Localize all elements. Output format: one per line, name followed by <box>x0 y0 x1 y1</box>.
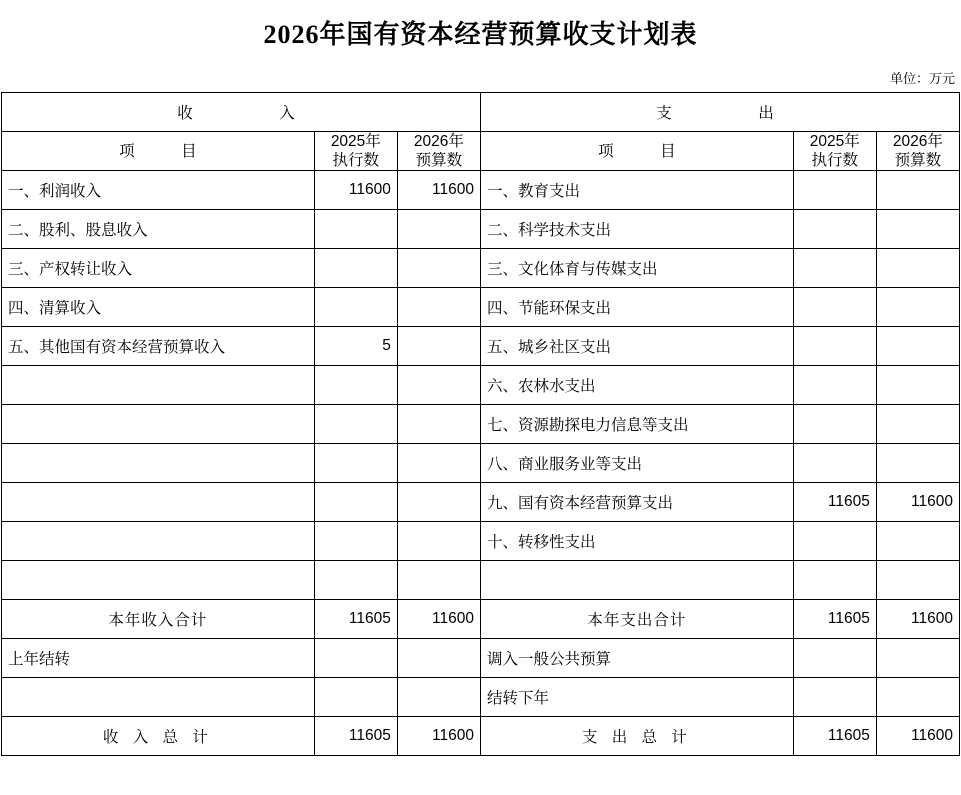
income-grand-total-label: 收 入 总 计 <box>2 717 315 756</box>
summary-row-grand-total <box>2 717 960 756</box>
income-cur-value <box>397 327 480 366</box>
expense-cur-value <box>876 444 959 483</box>
income-prev-year-header <box>314 132 397 171</box>
income-cur-year-header <box>397 132 480 171</box>
expense-item: 八、商业服务业等支出 <box>480 444 793 483</box>
expense-cur-value <box>876 288 959 327</box>
expense-cur-value <box>876 171 959 210</box>
income-prev-value <box>314 522 397 561</box>
expense-grand-total-label: 支 出 总 计 <box>480 717 793 756</box>
expense-item: 五、城乡社区支出 <box>480 327 793 366</box>
income-carryover-label: 上年结转 <box>2 639 315 678</box>
income-cur-value: 11600 <box>397 171 480 210</box>
income-cur-value <box>397 288 480 327</box>
expense-prev-year-header <box>793 132 876 171</box>
expense-cur-year-line2: 预算数 <box>894 152 942 169</box>
expense-transfer-prev <box>793 639 876 678</box>
expense-item: 六、农林水支出 <box>480 366 793 405</box>
expense-transfer-cur <box>876 639 959 678</box>
income-prev-value <box>314 210 397 249</box>
income-item: 四、清算收入 <box>2 288 315 327</box>
expense-prev-value <box>793 366 876 405</box>
expense-cur-value <box>876 366 959 405</box>
income-item: 五、其他国有资本经营预算收入 <box>2 327 315 366</box>
income-current-total-prev: 11605 <box>314 600 397 639</box>
income-item-header: 项 目 <box>2 132 315 171</box>
income-cur-value <box>397 249 480 288</box>
income-prev-year-line1: 2025年 <box>330 133 381 150</box>
expense-transfer-label: 调入一般公共预算 <box>480 639 793 678</box>
expense-prev-value <box>793 210 876 249</box>
expense-prev-value <box>793 327 876 366</box>
income-current-total-label: 本年收入合计 <box>2 600 315 639</box>
expense-item: 十、转移性支出 <box>480 522 793 561</box>
income-cur-value <box>397 405 480 444</box>
expense-item-header: 项 目 <box>480 132 793 171</box>
table-row <box>2 249 960 288</box>
table-row <box>2 405 960 444</box>
expense-prev-value <box>793 522 876 561</box>
income-cur-year-line2: 预算数 <box>415 152 463 169</box>
table-row <box>2 210 960 249</box>
table-row <box>2 561 960 600</box>
income-prev-value: 5 <box>314 327 397 366</box>
expense-cur-value <box>876 561 959 600</box>
income-cur-year-line1: 2026年 <box>413 133 464 150</box>
expense-cur-value <box>876 522 959 561</box>
summary-row-carryover <box>2 639 960 678</box>
income-blank-label <box>2 678 315 717</box>
income-blank-cur <box>397 678 480 717</box>
table-body <box>2 93 960 756</box>
income-section-header: 收 入 <box>2 93 481 132</box>
income-prev-value <box>314 444 397 483</box>
income-item: 二、股利、股息收入 <box>2 210 315 249</box>
income-item: 一、利润收入 <box>2 171 315 210</box>
income-item <box>2 522 315 561</box>
expense-prev-value <box>793 561 876 600</box>
section-header-row <box>2 93 960 132</box>
income-cur-value <box>397 366 480 405</box>
table-row <box>2 444 960 483</box>
expense-next-year-prev <box>793 678 876 717</box>
expense-item: 四、节能环保支出 <box>480 288 793 327</box>
income-cur-value <box>397 483 480 522</box>
income-cur-value <box>397 444 480 483</box>
expense-item: 九、国有资本经营预算支出 <box>480 483 793 522</box>
expense-current-total-label: 本年支出合计 <box>480 600 793 639</box>
income-prev-year-line2: 执行数 <box>332 152 380 169</box>
income-cur-value <box>397 522 480 561</box>
expense-item: 二、科学技术支出 <box>480 210 793 249</box>
income-item <box>2 444 315 483</box>
income-cur-value <box>397 210 480 249</box>
income-item: 三、产权转让收入 <box>2 249 315 288</box>
expense-next-year-label: 结转下年 <box>480 678 793 717</box>
column-header-row <box>2 132 960 171</box>
expense-item: 七、资源勘探电力信息等支出 <box>480 405 793 444</box>
income-grand-total-prev: 11605 <box>314 717 397 756</box>
document-page <box>0 18 961 795</box>
expense-grand-total-cur: 11600 <box>876 717 959 756</box>
income-prev-value <box>314 483 397 522</box>
income-carryover-cur <box>397 639 480 678</box>
expense-current-total-prev: 11605 <box>793 600 876 639</box>
expense-cur-value <box>876 249 959 288</box>
expense-next-year-cur <box>876 678 959 717</box>
table-row <box>2 288 960 327</box>
page-title: 2026年国有资本经营预算收支计划表 <box>263 20 698 49</box>
expense-prev-value <box>793 288 876 327</box>
table-row <box>2 366 960 405</box>
income-item <box>2 405 315 444</box>
income-current-total-cur: 11600 <box>397 600 480 639</box>
income-grand-total-cur: 11600 <box>397 717 480 756</box>
income-blank-prev <box>314 678 397 717</box>
summary-row-next-year <box>2 678 960 717</box>
income-item <box>2 483 315 522</box>
expense-prev-value: 11605 <box>793 483 876 522</box>
income-prev-value <box>314 405 397 444</box>
expense-prev-value <box>793 444 876 483</box>
table-row <box>2 522 960 561</box>
expense-current-total-cur: 11600 <box>876 600 959 639</box>
expense-cur-value <box>876 210 959 249</box>
table-row <box>2 171 960 210</box>
expense-item: 三、文化体育与传媒支出 <box>480 249 793 288</box>
income-prev-value <box>314 288 397 327</box>
expense-section-header: 支 出 <box>480 93 959 132</box>
table-row <box>2 327 960 366</box>
expense-cur-value <box>876 327 959 366</box>
unit-note: 单位：万元 <box>889 71 955 86</box>
expense-prev-value <box>793 405 876 444</box>
expense-cur-value <box>876 405 959 444</box>
expense-item <box>480 561 793 600</box>
expense-item: 一、教育支出 <box>480 171 793 210</box>
expense-prev-year-line1: 2025年 <box>809 133 860 150</box>
expense-cur-year-header <box>876 132 959 171</box>
income-cur-value <box>397 561 480 600</box>
income-carryover-prev <box>314 639 397 678</box>
expense-prev-value <box>793 249 876 288</box>
income-prev-value <box>314 366 397 405</box>
income-item <box>2 561 315 600</box>
expense-prev-value <box>793 171 876 210</box>
table-row <box>2 483 960 522</box>
expense-cur-value: 11600 <box>876 483 959 522</box>
income-prev-value <box>314 561 397 600</box>
budget-table <box>1 92 960 756</box>
income-item <box>2 366 315 405</box>
expense-prev-year-line2: 执行数 <box>811 152 859 169</box>
summary-row-current-total <box>2 600 960 639</box>
expense-cur-year-line1: 2026年 <box>892 133 943 150</box>
expense-grand-total-prev: 11605 <box>793 717 876 756</box>
income-prev-value <box>314 249 397 288</box>
income-prev-value: 11600 <box>314 171 397 210</box>
